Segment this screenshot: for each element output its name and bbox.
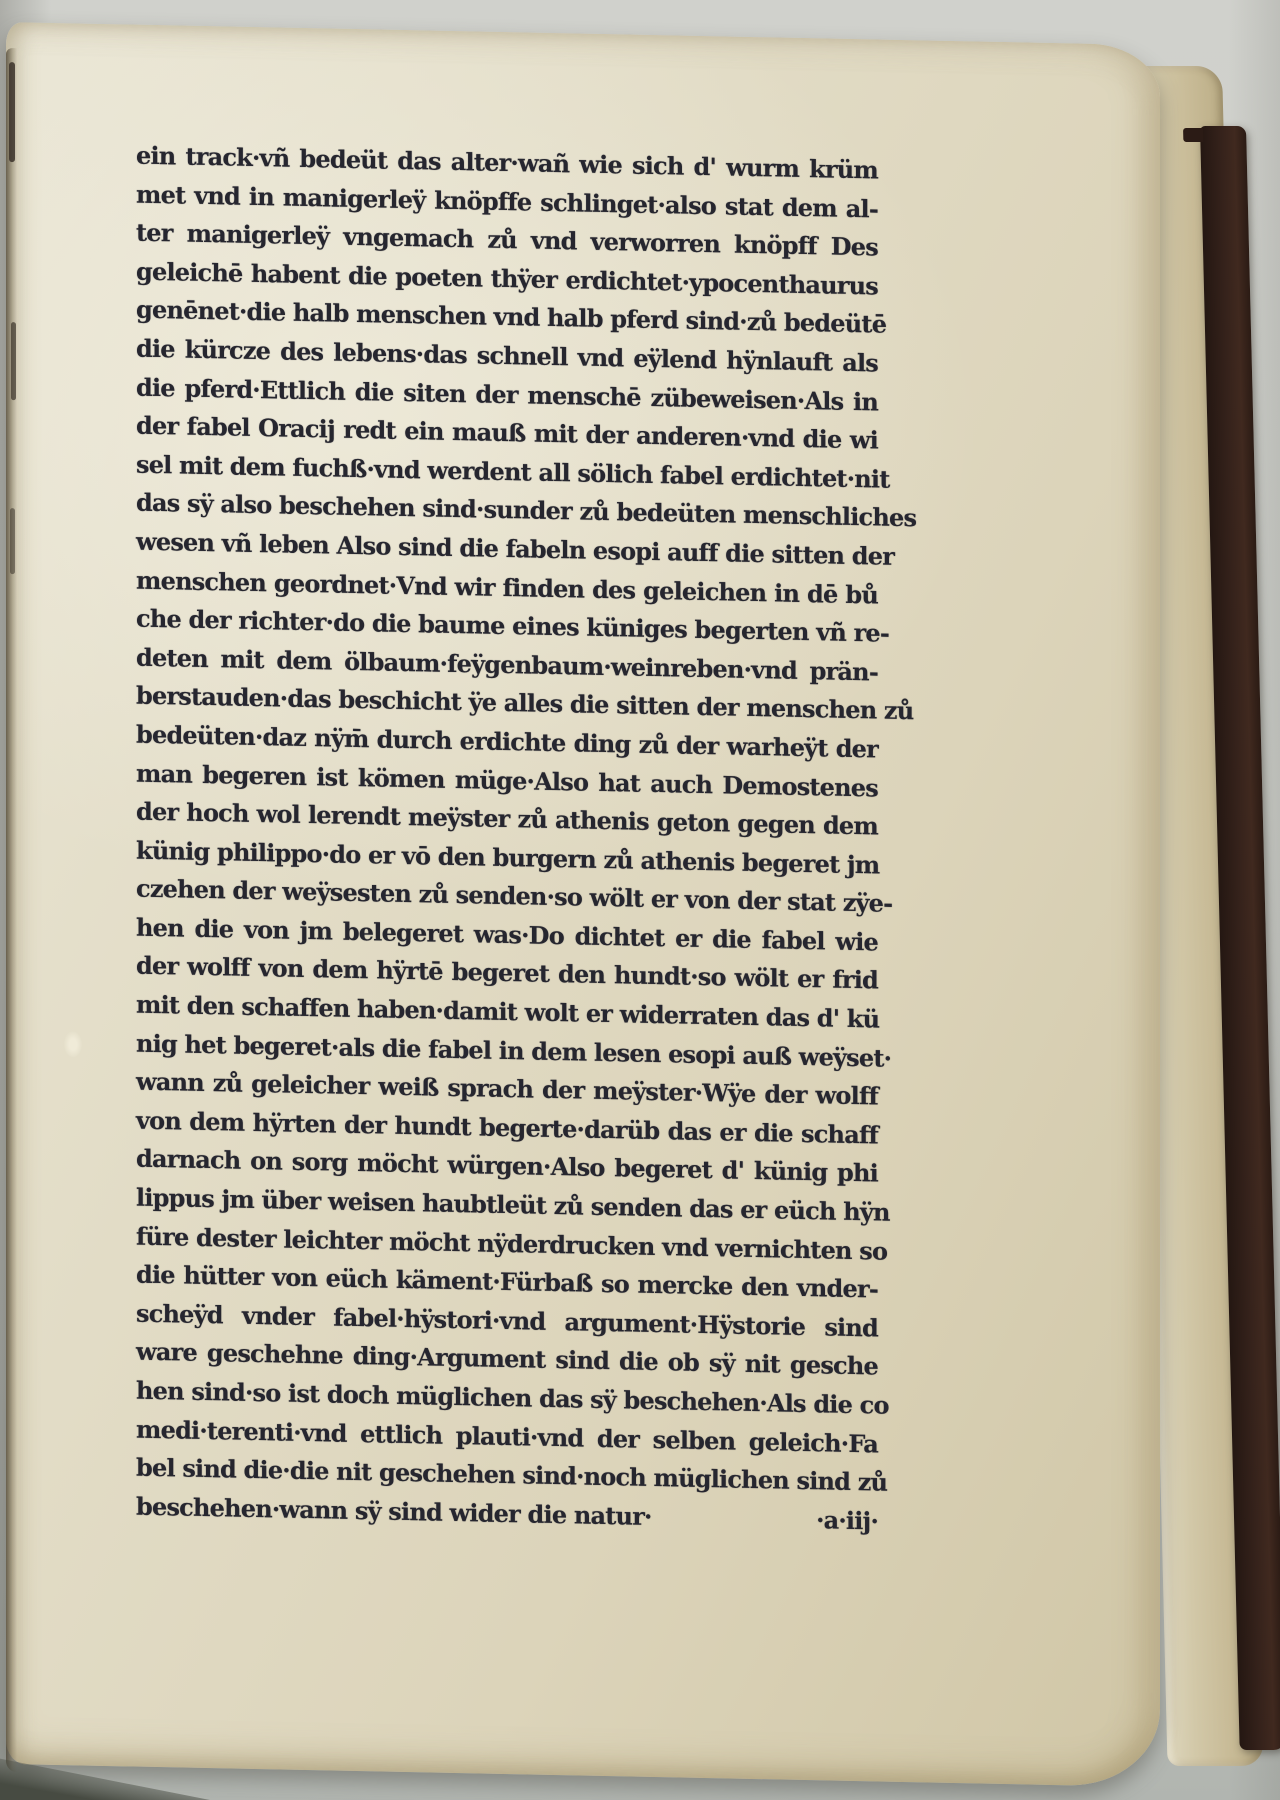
text-line: der hoch wol lerendt meÿster zů athenis geton gegen dem: [136, 796, 878, 841]
text-line: czehen der weÿsesten zů senden·so wölt er von der stat zÿe-: [136, 873, 893, 919]
text-line: wesen vñ leben Also sind die fabeln esopi auff die sitten der: [136, 526, 895, 571]
text-line: bedeüten·daz nÿm̄ durch erdichte ding zů der warheÿt der: [136, 719, 878, 764]
text-line: mit den schaffen haben·damit wolt er widerraten das d' kü: [136, 989, 880, 1034]
last-line-text: beschehen·wann sÿ sind wider die natur·: [136, 1491, 652, 1531]
text-line: der wolff von dem hÿrtē begeret den hundt·so wölt er frid: [136, 951, 878, 995]
text-line: ter manigerleÿ vngemach zů vnd verworren knöpff Des: [136, 217, 878, 262]
text-line: der fabel Oracij redt ein mauß mit der anderen·vnd die wi: [136, 410, 878, 455]
text-line: von dem hÿrten der hundt begerte·darüb das er die schaff: [136, 1105, 878, 1150]
text-line: scheÿd vnder fabel·hÿstori·vnd argument·Hÿstorie sind: [136, 1298, 878, 1343]
text-line: met vnd in manigerleÿ knöpffe schlinget·also stat dem al-: [136, 179, 878, 224]
text-line: medi·terenti·vnd ettlich plauti·vnd der selben geleich·Fa: [136, 1414, 878, 1459]
text-line: darnach on sorg möcht würgen·Also begeret d' künig phi: [136, 1144, 878, 1188]
paper-flaw-spot: [64, 1031, 82, 1057]
signature-mark: ·a·iij·: [816, 1505, 878, 1536]
text-line: nig het begeret·als die fabel in dem lesen esopi auß weÿset·: [136, 1028, 892, 1073]
text-line: füre dester leichter möcht nÿderdrucken vnd vernichten so: [136, 1221, 888, 1266]
text-line: hen die von jm belegeret was·Do dichtet er die fabel wie: [136, 912, 878, 957]
text-line: genēnet·die halb menschen vnd halb pferd sind·zů bedeütē: [136, 294, 887, 340]
text-line: man begeren ist kömen müge·Also hat auch Demostenes: [136, 758, 878, 803]
text-line: künig philippo·do er vō den burgern zů athenis begeret jm: [136, 835, 880, 880]
binding-gutter-shadow: [6, 48, 17, 1772]
binding-mark: [11, 322, 16, 400]
text-line: berstauden·das beschicht ÿe alles die sitten der menschen zů: [136, 680, 914, 726]
text-line: sel mit dem fuchß·vnd werdent all sölich fabel erdichtet·nit: [136, 449, 890, 494]
binding-mark: [9, 62, 15, 162]
book-page: [6, 22, 1160, 1787]
text-line: che der richter·do die baume eines küniges begerten vñ re-: [136, 603, 890, 648]
text-line: wann zů geleicher weiß sprach der meÿster·Wÿe der wolff: [136, 1066, 878, 1111]
text-line: die pferd·Ettlich die siten der menschē zübeweisen·Als in: [136, 372, 878, 417]
text-line: die hütter von eüch käment·Fürbaß so mercke den vnder-: [136, 1259, 878, 1304]
printed-text-block: [136, 137, 917, 1503]
text-line: bel sind die·die nit geschehen sind·noch müglichen sind zů: [136, 1452, 888, 1497]
text-line: geleichē habent die poeten thÿer erdichtet·ypocenthaurus: [136, 256, 878, 301]
binding-mark: [10, 508, 15, 574]
text-line: menschen geordnet·Vnd wir finden des geleichen in dē bů: [136, 565, 878, 610]
text-line: lippus jm über weisen haubtleüt zů senden das er eüch hÿn: [136, 1182, 890, 1227]
text-line: ware geschehne ding·Argument sind die ob sÿ nit gesche: [136, 1337, 878, 1381]
text-line: die kürcze des lebens·das schnell vnd eÿlend hÿnlauft als: [136, 333, 878, 378]
text-line: ein track·vñ bedeüt das alter·wañ wie sich d' wurm krüm: [136, 140, 878, 185]
text-line: hen sind·so ist doch müglichen das sÿ beschehen·Als die co: [136, 1375, 889, 1420]
text-line: das sÿ also beschehen sind·sunder zů bedeüten menschliches: [136, 487, 917, 533]
text-line: deten mit dem ölbaum·feÿgenbaum·weinreben·vnd prän-: [136, 642, 878, 687]
cover-top-tab: [1183, 128, 1203, 142]
